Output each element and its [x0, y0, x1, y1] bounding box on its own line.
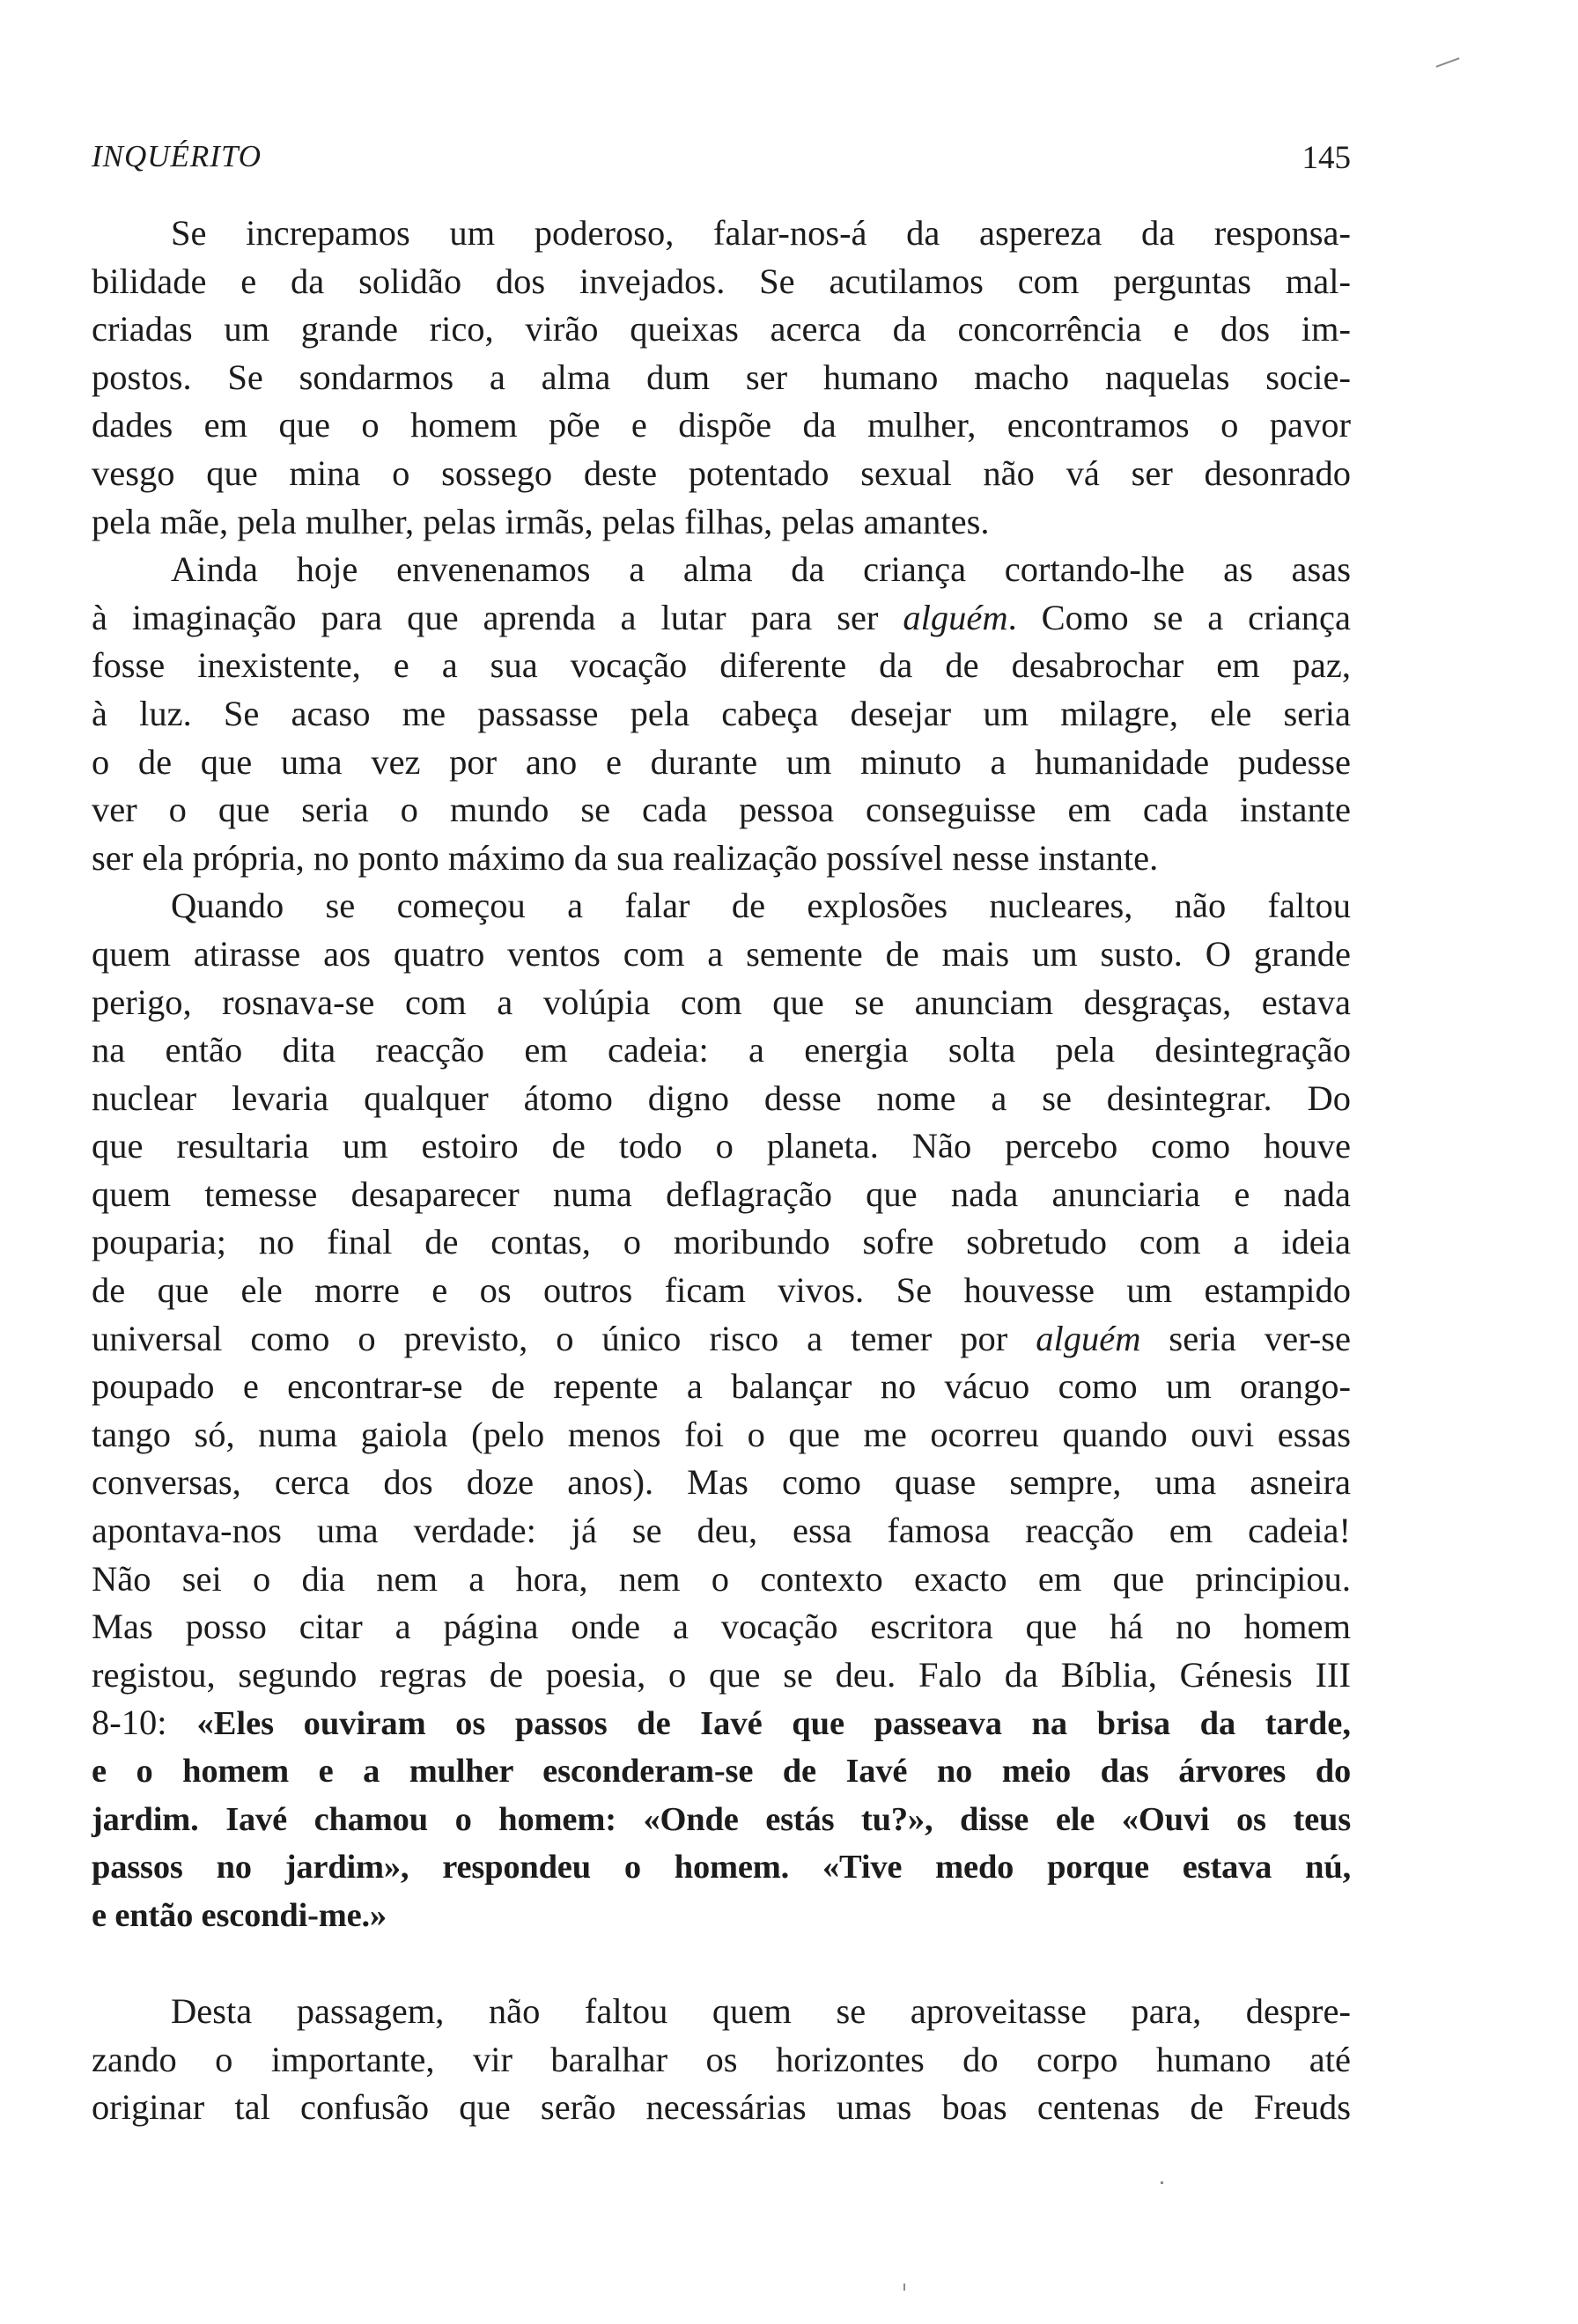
text-line: criadas um grande rico, virão queixas acerca da concorrência e dos im- — [92, 309, 1351, 349]
text-line: ver o que seria o mundo se cada pessoa conseguisse em cada instante — [92, 790, 1351, 830]
text-line: quem temesse desaparecer numa deflagração que nada anunciaria e nada — [92, 1173, 1351, 1214]
text-line: que resultaria um estoiro de todo o planeta. Não percebo como houve — [92, 1126, 1351, 1166]
text-line: 8-10: «Eles ouviram os passos de Iavé que passeava na brisa da tarde, — [92, 1703, 1351, 1743]
text-line: de que ele morre e os outros ficam vivos. Se houvesse um estampido — [92, 1270, 1351, 1311]
text-line: ser ela própria, no ponto máximo da sua realização possível nesse instante. — [92, 837, 1159, 878]
body-text — [92, 210, 1351, 2132]
text-line: Não sei o dia nem a hora, nem o contexto exacto em que principiou. — [92, 1558, 1351, 1599]
text-line: vesgo que mina o sossego deste potentado sexual não vá ser desonrado — [92, 452, 1351, 493]
text-line: originar tal confusão que serão necessárias umas boas centenas de Freuds — [92, 2087, 1351, 2128]
text-line: tango só, numa gaiola (pelo menos foi o que me ocorreu quando ouvi essas — [92, 1414, 1351, 1454]
text-line: na então dita reacção em cadeia: a energia solta pela desintegração — [92, 1030, 1351, 1070]
text-line: Ainda hoje envenenamos a alma da criança cortando-lhe as asas — [171, 549, 1351, 590]
page-header — [92, 139, 1351, 174]
text-line: registou, segundo regras de poesia, o que se deu. Falo da Bíblia, Génesis III — [92, 1654, 1351, 1695]
text-line: postos. Se sondarmos a alma dum ser humano macho naquelas socie- — [92, 357, 1351, 397]
text-line: dades em que o homem põe e dispõe da mulher, encontramos o pavor — [92, 405, 1351, 445]
text-line: bilidade e da solidão dos invejados. Se acutilamos com perguntas mal- — [92, 261, 1351, 301]
text-line: apontava-nos uma verdade: já se deu, essa famosa reacção em cadeia! — [92, 1511, 1351, 1551]
text-line: e o homem e a mulher esconderam-se de Iavé no meio das árvores do — [92, 1753, 1351, 1790]
text-line: pela mãe, pela mulher, pelas irmãs, pelas filhas, pelas amantes. — [92, 501, 990, 541]
text-line: à imaginação para que aprenda a lutar para ser alguém. Como se a criança — [92, 597, 1351, 637]
scan-speck — [903, 2284, 905, 2291]
text-line: Desta passagem, não faltou quem se aproveitasse para, despre- — [171, 1990, 1351, 2031]
running-head: INQUÉRITO — [92, 139, 262, 173]
text-line: nuclear levaria qualquer átomo digno desse nome a se desintegrar. Do — [92, 1077, 1351, 1118]
text-line: o de que uma vez por ano e durante um minuto a humanidade pudesse — [92, 741, 1351, 782]
paragraph-gap — [92, 1939, 1351, 1988]
text-line: universal como o previsto, o único risco a temer por alguém seria ver-se — [92, 1318, 1351, 1358]
page-number: 145 — [1301, 140, 1351, 176]
text-line: fosse inexistente, e a sua vocação diferente da de desabrochar em paz, — [92, 645, 1351, 686]
scan-speck — [1161, 2181, 1163, 2184]
text-line: quem atirasse aos quatro ventos com a semente de mais um susto. O grande — [92, 933, 1351, 974]
text-line: Mas posso citar a página onde a vocação escritora que há no homem — [92, 1607, 1351, 1647]
text-line: jardim. Iavé chamou o homem: «Onde estás tu?», disse ele «Ouvi os teus — [92, 1800, 1351, 1838]
text-line: zando o importante, vir baralhar os horizontes do corpo humano até — [92, 2039, 1351, 2079]
text-line: poupado e encontrar-se de repente a balançar no vácuo como um orango- — [92, 1366, 1351, 1407]
text-line: perigo, rosnava-se com a volúpia com que se anunciam desgraças, estava — [92, 982, 1351, 1022]
text-line: passos no jardim», respondeu o homem. «Tive medo porque estava nú, — [92, 1849, 1351, 1886]
text-line: à luz. Se acaso me passasse pela cabeça desejar um milagre, ele seria — [92, 693, 1351, 733]
text-line: Se increpamos um poderoso, falar-nos-á da aspereza da responsa- — [171, 213, 1351, 253]
text-line: Quando se começou a falar de explosões nucleares, não faltou — [171, 886, 1351, 926]
text-line: pouparia; no final de contas, o moribundo sofre sobretudo com a ideia — [92, 1222, 1351, 1262]
scan-speck — [1436, 57, 1460, 67]
text-line: e então escondi-me.» — [92, 1896, 387, 1934]
text-line: conversas, cerca dos doze anos). Mas como quase sempre, uma asneira — [92, 1462, 1351, 1503]
